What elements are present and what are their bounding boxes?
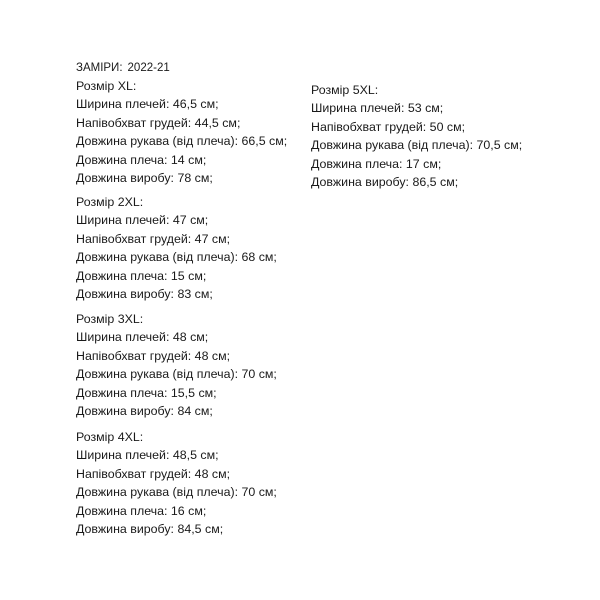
shoulder-width: Ширина плечей: 48,5 см; (76, 448, 219, 463)
garment-length: Довжина виробу: 86,5 см; (311, 175, 459, 190)
shoulder-width: Ширина плечей: 47 см; (76, 213, 209, 228)
shoulder-width: Ширина плечей: 48 см; (76, 330, 209, 345)
half-chest: Напівобхват грудей: 47 см; (76, 231, 231, 246)
garment-length: Довжина виробу: 78 см; (76, 171, 213, 186)
size-title: Розмір 3XL: (76, 312, 144, 326)
size-title: Розмір 4XL: (76, 430, 144, 444)
shoulder-length: Довжина плеча: 14 см; (76, 152, 207, 167)
sleeve-length: Довжина рукава (від плеча): 68 см; (76, 250, 277, 265)
size-block-5xl (311, 81, 522, 191)
garment-length: Довжина виробу: 84 см; (76, 404, 213, 419)
shoulder-length: Довжина плеча: 15,5 см; (76, 385, 217, 400)
sleeve-length: Довжина рукава (від плеча): 70 см; (76, 367, 277, 382)
size-block-3xl (76, 310, 277, 420)
size-block-2xl (76, 193, 277, 303)
measurements-label: ЗАМІРИ: (76, 62, 123, 74)
shoulder-length: Довжина плеча: 15 см; (76, 268, 207, 283)
size-title: Розмір 2XL: (76, 195, 144, 209)
garment-length: Довжина виробу: 84,5 см; (76, 522, 224, 537)
half-chest: Напівобхват грудей: 48 см; (76, 466, 231, 481)
size-title: Розмір XL: (76, 79, 137, 93)
sleeve-length: Довжина рукава (від плеча): 70 см; (76, 485, 277, 500)
half-chest: Напівобхват грудей: 44,5 см; (76, 115, 241, 130)
shoulder-width: Ширина плечей: 53 см; (311, 101, 444, 116)
shoulder-width: Ширина плечей: 46,5 см; (76, 97, 219, 112)
measurements-year: 2022-21 (127, 62, 170, 74)
sleeve-length: Довжина рукава (від плеча): 66,5 см; (76, 134, 288, 149)
shoulder-length: Довжина плеча: 17 см; (311, 156, 442, 171)
half-chest: Напівобхват грудей: 50 см; (311, 119, 466, 134)
size-title: Розмір 5XL: (311, 83, 379, 97)
sleeve-length: Довжина рукава (від плеча): 70,5 см; (311, 138, 523, 153)
size-block-xl (76, 77, 287, 187)
garment-length: Довжина виробу: 83 см; (76, 287, 213, 302)
measurements-header (76, 59, 170, 77)
half-chest: Напівобхват грудей: 48 см; (76, 348, 231, 363)
size-block-4xl (76, 428, 277, 538)
shoulder-length: Довжина плеча: 16 см; (76, 503, 207, 518)
